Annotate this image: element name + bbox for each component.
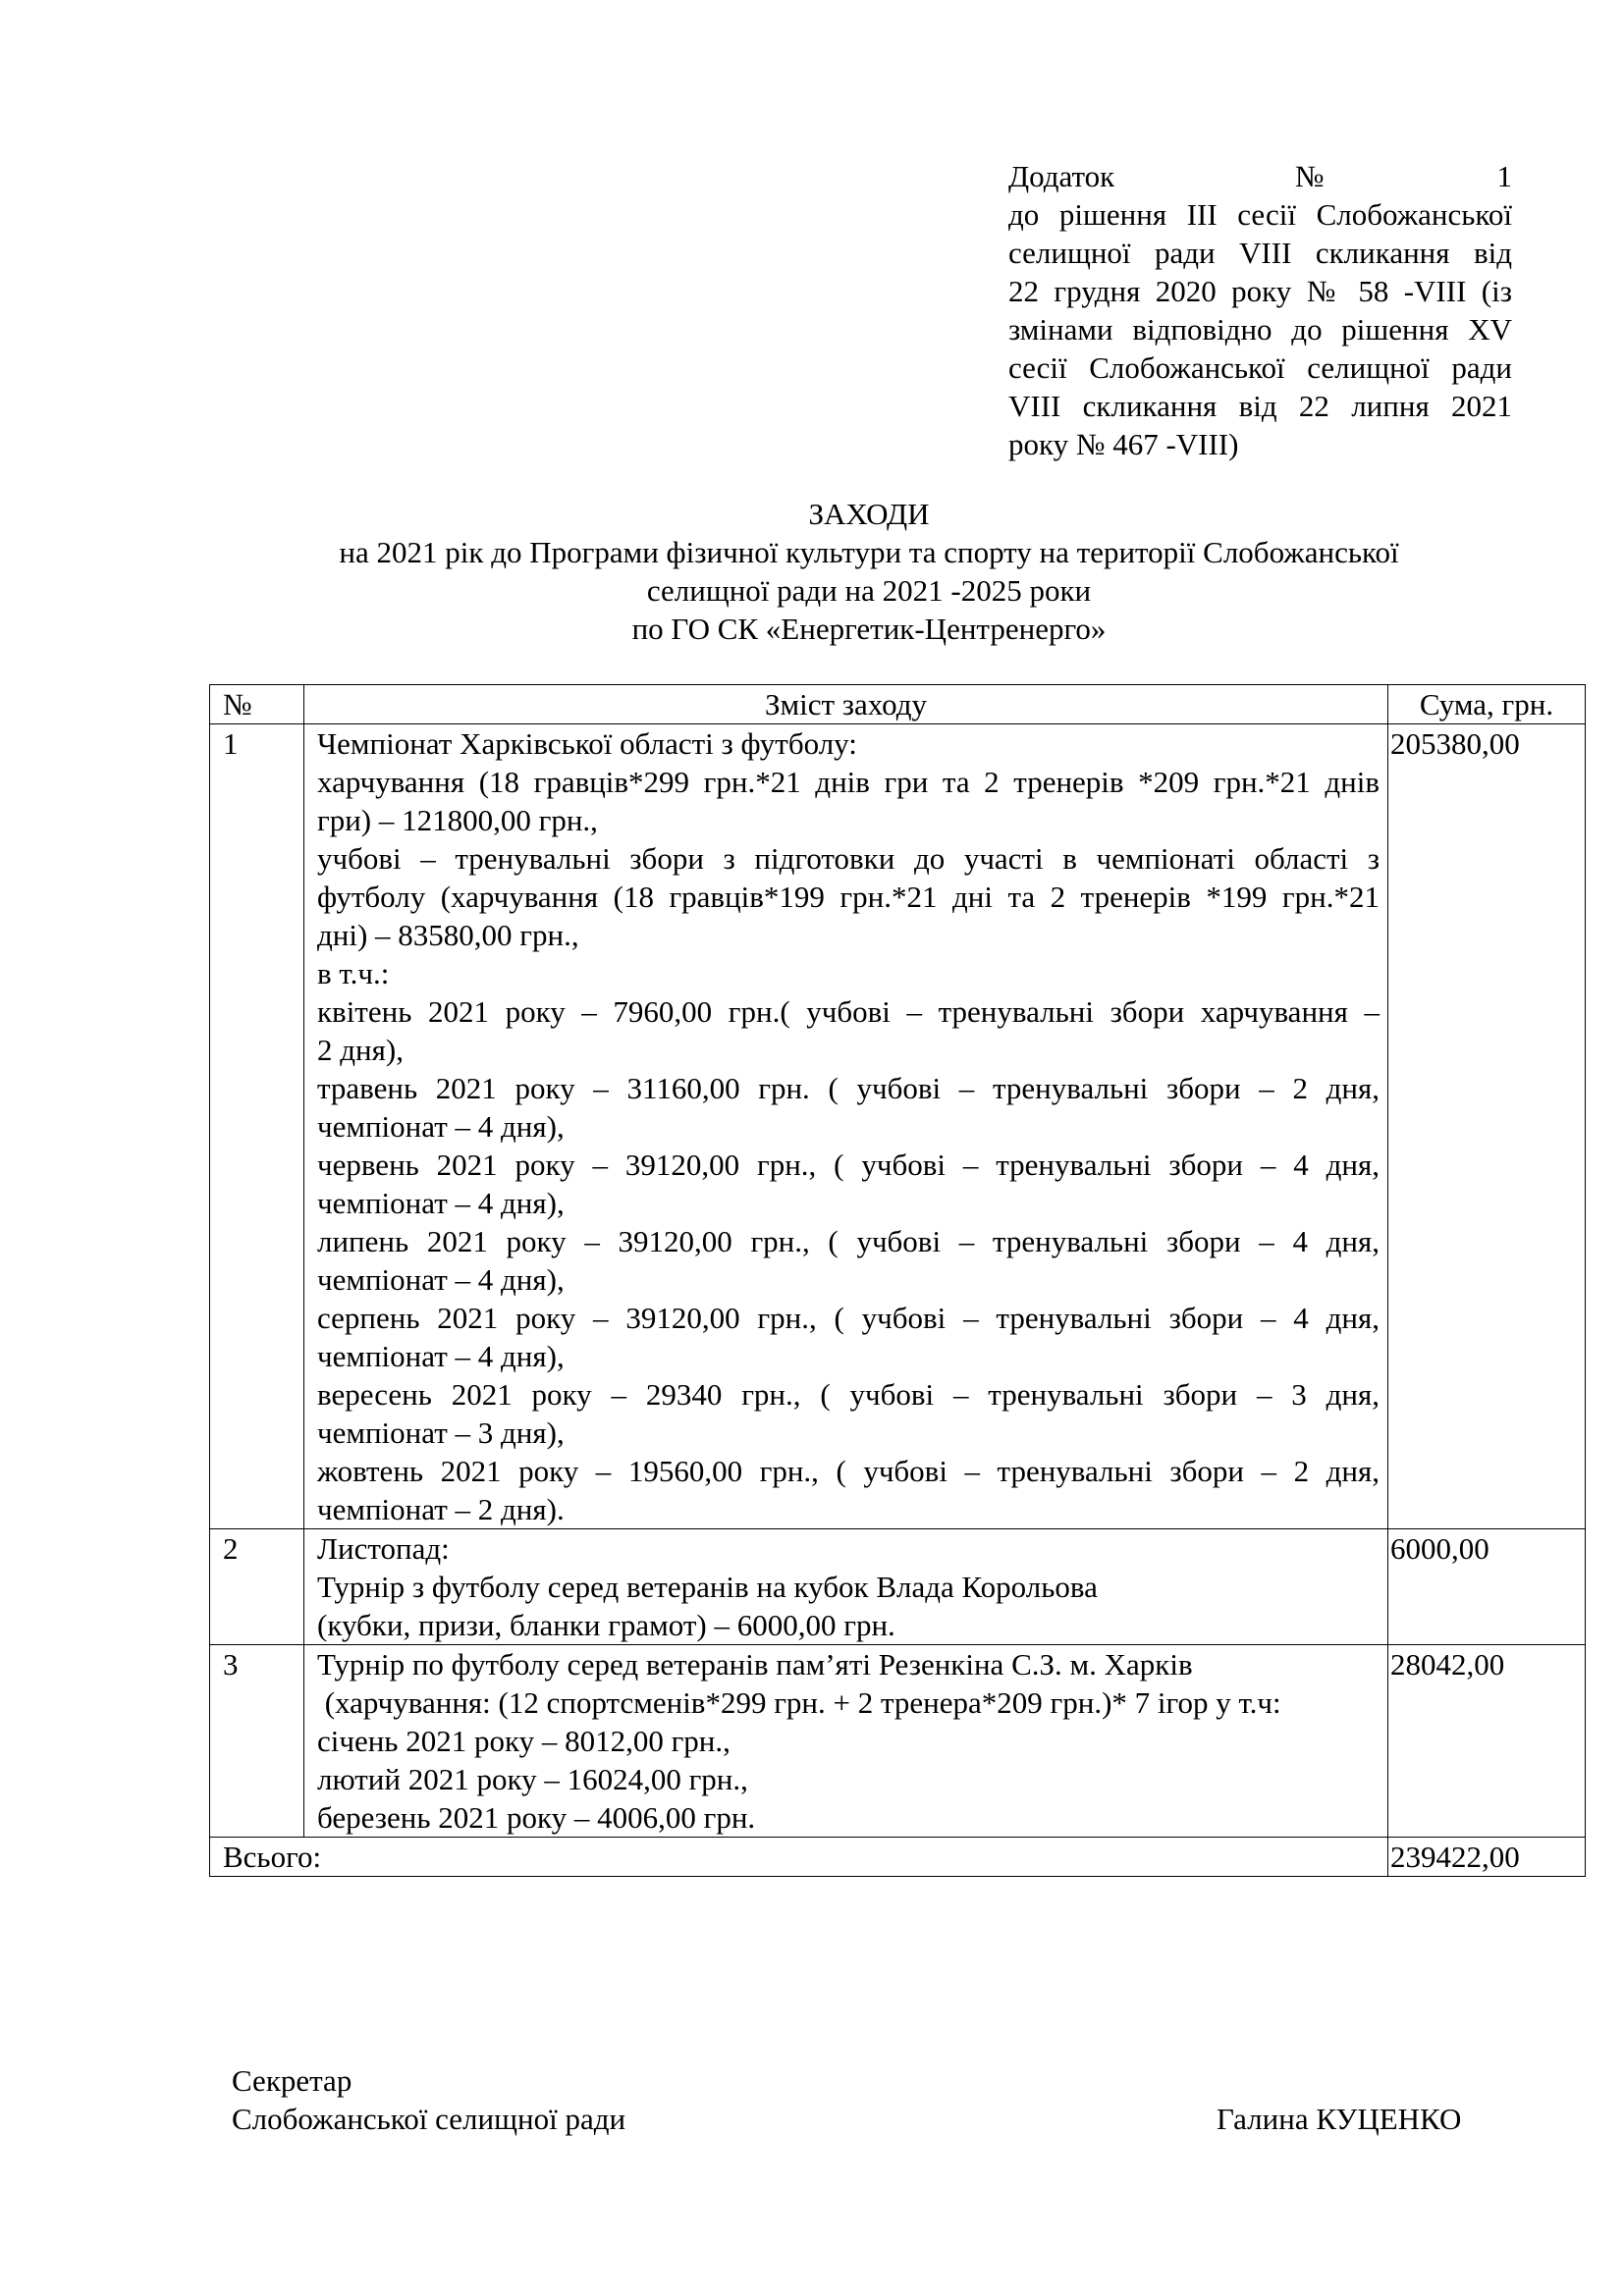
document-subtitle: селищної ради на 2021 -2025 роки [646, 573, 1092, 608]
content-line: футболу (харчування (18 гравців*199 грн.*21 дні та 2 тренерів *199 грн.*21 [317, 880, 1380, 914]
document-subtitle: по ГО СК «Енергетик-Центренерго» [631, 612, 1107, 646]
content-line: харчування (18 гравців*299 грн.*21 днів гри та 2 тренерів *209 грн.*21 днів [317, 765, 1380, 799]
document-heading [196, 495, 1542, 648]
annex-line: сесії Слобожанської селищної ради [1008, 350, 1512, 385]
document-title: ЗАХОДИ [808, 497, 930, 531]
content-line: гри) – 121800,00 грн., [317, 803, 598, 837]
content-line: квітень 2021 року – 7960,00 грн.( учбові – тренувальні збори харчування – [317, 994, 1380, 1029]
content-line: чемпіонат – 4 дня), [317, 1109, 565, 1144]
total-label: Всього: [210, 1838, 1388, 1877]
content-line: чемпіонат – 4 дня), [317, 1262, 565, 1297]
content-line: чемпіонат – 4 дня), [317, 1339, 565, 1373]
row-content [304, 724, 1388, 1529]
signatory-position [232, 2061, 625, 2138]
content-line: Турнір з футболу серед ветеранів на кубок Влада Корольова [317, 1570, 1098, 1604]
content-line: серпень 2021 року – 39120,00 грн., ( учбові – тренувальні збори – 4 дня, [317, 1301, 1380, 1335]
content-line: червень 2021 року – 39120,00 грн., ( учбові – тренувальні збори – 4 дня, [317, 1148, 1380, 1182]
header-num: № [210, 685, 304, 724]
content-line: Турнір по футболу серед ветеранів пам’яті Резенкіна С.З. м. Харків [317, 1647, 1193, 1682]
table-row [210, 724, 1586, 1529]
header-content: Зміст заходу [304, 685, 1388, 724]
row-content [304, 1645, 1388, 1838]
content-line: дні) – 83580,00 грн., [317, 918, 579, 952]
row-sum: 205380,00 [1388, 724, 1586, 1529]
row-sum: 6000,00 [1388, 1529, 1586, 1645]
row-num: 2 [210, 1529, 304, 1645]
content-line: березень 2021 року – 4006,00 грн. [317, 1800, 756, 1835]
annex-line: 22 грудня 2020 року № 58 -VIII (із [1008, 274, 1512, 308]
document-subtitle: на 2021 рік до Програми фізичної культури та спорту на території Слобожанської [339, 535, 1399, 569]
table-row [210, 1645, 1586, 1838]
content-line: чемпіонат – 2 дня). [317, 1492, 565, 1526]
signatory-name: Галина КУЦЕНКО [1217, 2102, 1462, 2136]
annex-line: Додаток №1 [1008, 159, 1512, 193]
annex-line: до рішення ІІІ сесії Слобожанської [1008, 197, 1512, 232]
content-line: вересень 2021 року – 29340 грн., ( учбові – тренувальні збори – 3 дня, [317, 1377, 1380, 1412]
annex-line: VIII скликання від 22 липня 2021 [1008, 389, 1512, 423]
measures-table [209, 684, 1586, 1877]
signatory-organization: Слобожанської селищної ради [232, 2102, 626, 2136]
header-sum: Сума, грн. [1388, 685, 1586, 724]
table-row [210, 1529, 1586, 1645]
content-line: чемпіонат – 4 дня), [317, 1186, 565, 1220]
annex-line: змінами відповідно до рішення XV [1008, 312, 1512, 347]
table-total-row [210, 1838, 1586, 1877]
content-line: Листопад: [317, 1531, 450, 1566]
content-line: (харчування: (12 спортсменів*299 грн. + 2 тренера*209 грн.)* 7 ігор у т.ч: [317, 1685, 1281, 1720]
content-line: Чемпіонат Харківської області з футболу: [317, 726, 857, 761]
content-line: липень 2021 року – 39120,00 грн., ( учбові – тренувальні збори – 4 дня, [317, 1224, 1380, 1258]
annex-block [1008, 157, 1512, 463]
content-line: 2 дня), [317, 1033, 404, 1067]
annex-line: селищної ради VIII скликання від [1008, 236, 1512, 270]
content-line: чемпіонат – 3 дня), [317, 1415, 565, 1450]
signatory-title: Секретар [232, 2063, 352, 2098]
row-sum: 28042,00 [1388, 1645, 1586, 1838]
total-sum: 239422,00 [1388, 1838, 1586, 1877]
row-content [304, 1529, 1388, 1645]
content-line: січень 2021 року – 8012,00 грн., [317, 1724, 731, 1758]
content-line: травень 2021 року – 31160,00 грн. ( учбові – тренувальні збори – 2 дня, [317, 1071, 1380, 1105]
content-line: в т.ч.: [317, 956, 390, 990]
table-header-row [210, 685, 1586, 724]
content-line: учбові – тренувальні збори з підготовки до участі в чемпіонаті області з [317, 841, 1380, 876]
content-line: (кубки, призи, бланки грамот) – 6000,00 грн. [317, 1608, 895, 1642]
content-line: лютий 2021 року – 16024,00 грн., [317, 1762, 748, 1796]
row-num: 1 [210, 724, 304, 1529]
content-line: жовтень 2021 року – 19560,00 грн., ( учбові – тренувальні збори – 2 дня, [317, 1454, 1380, 1488]
annex-line: року № 467 -VIII) [1008, 427, 1239, 461]
row-num: 3 [210, 1645, 304, 1838]
